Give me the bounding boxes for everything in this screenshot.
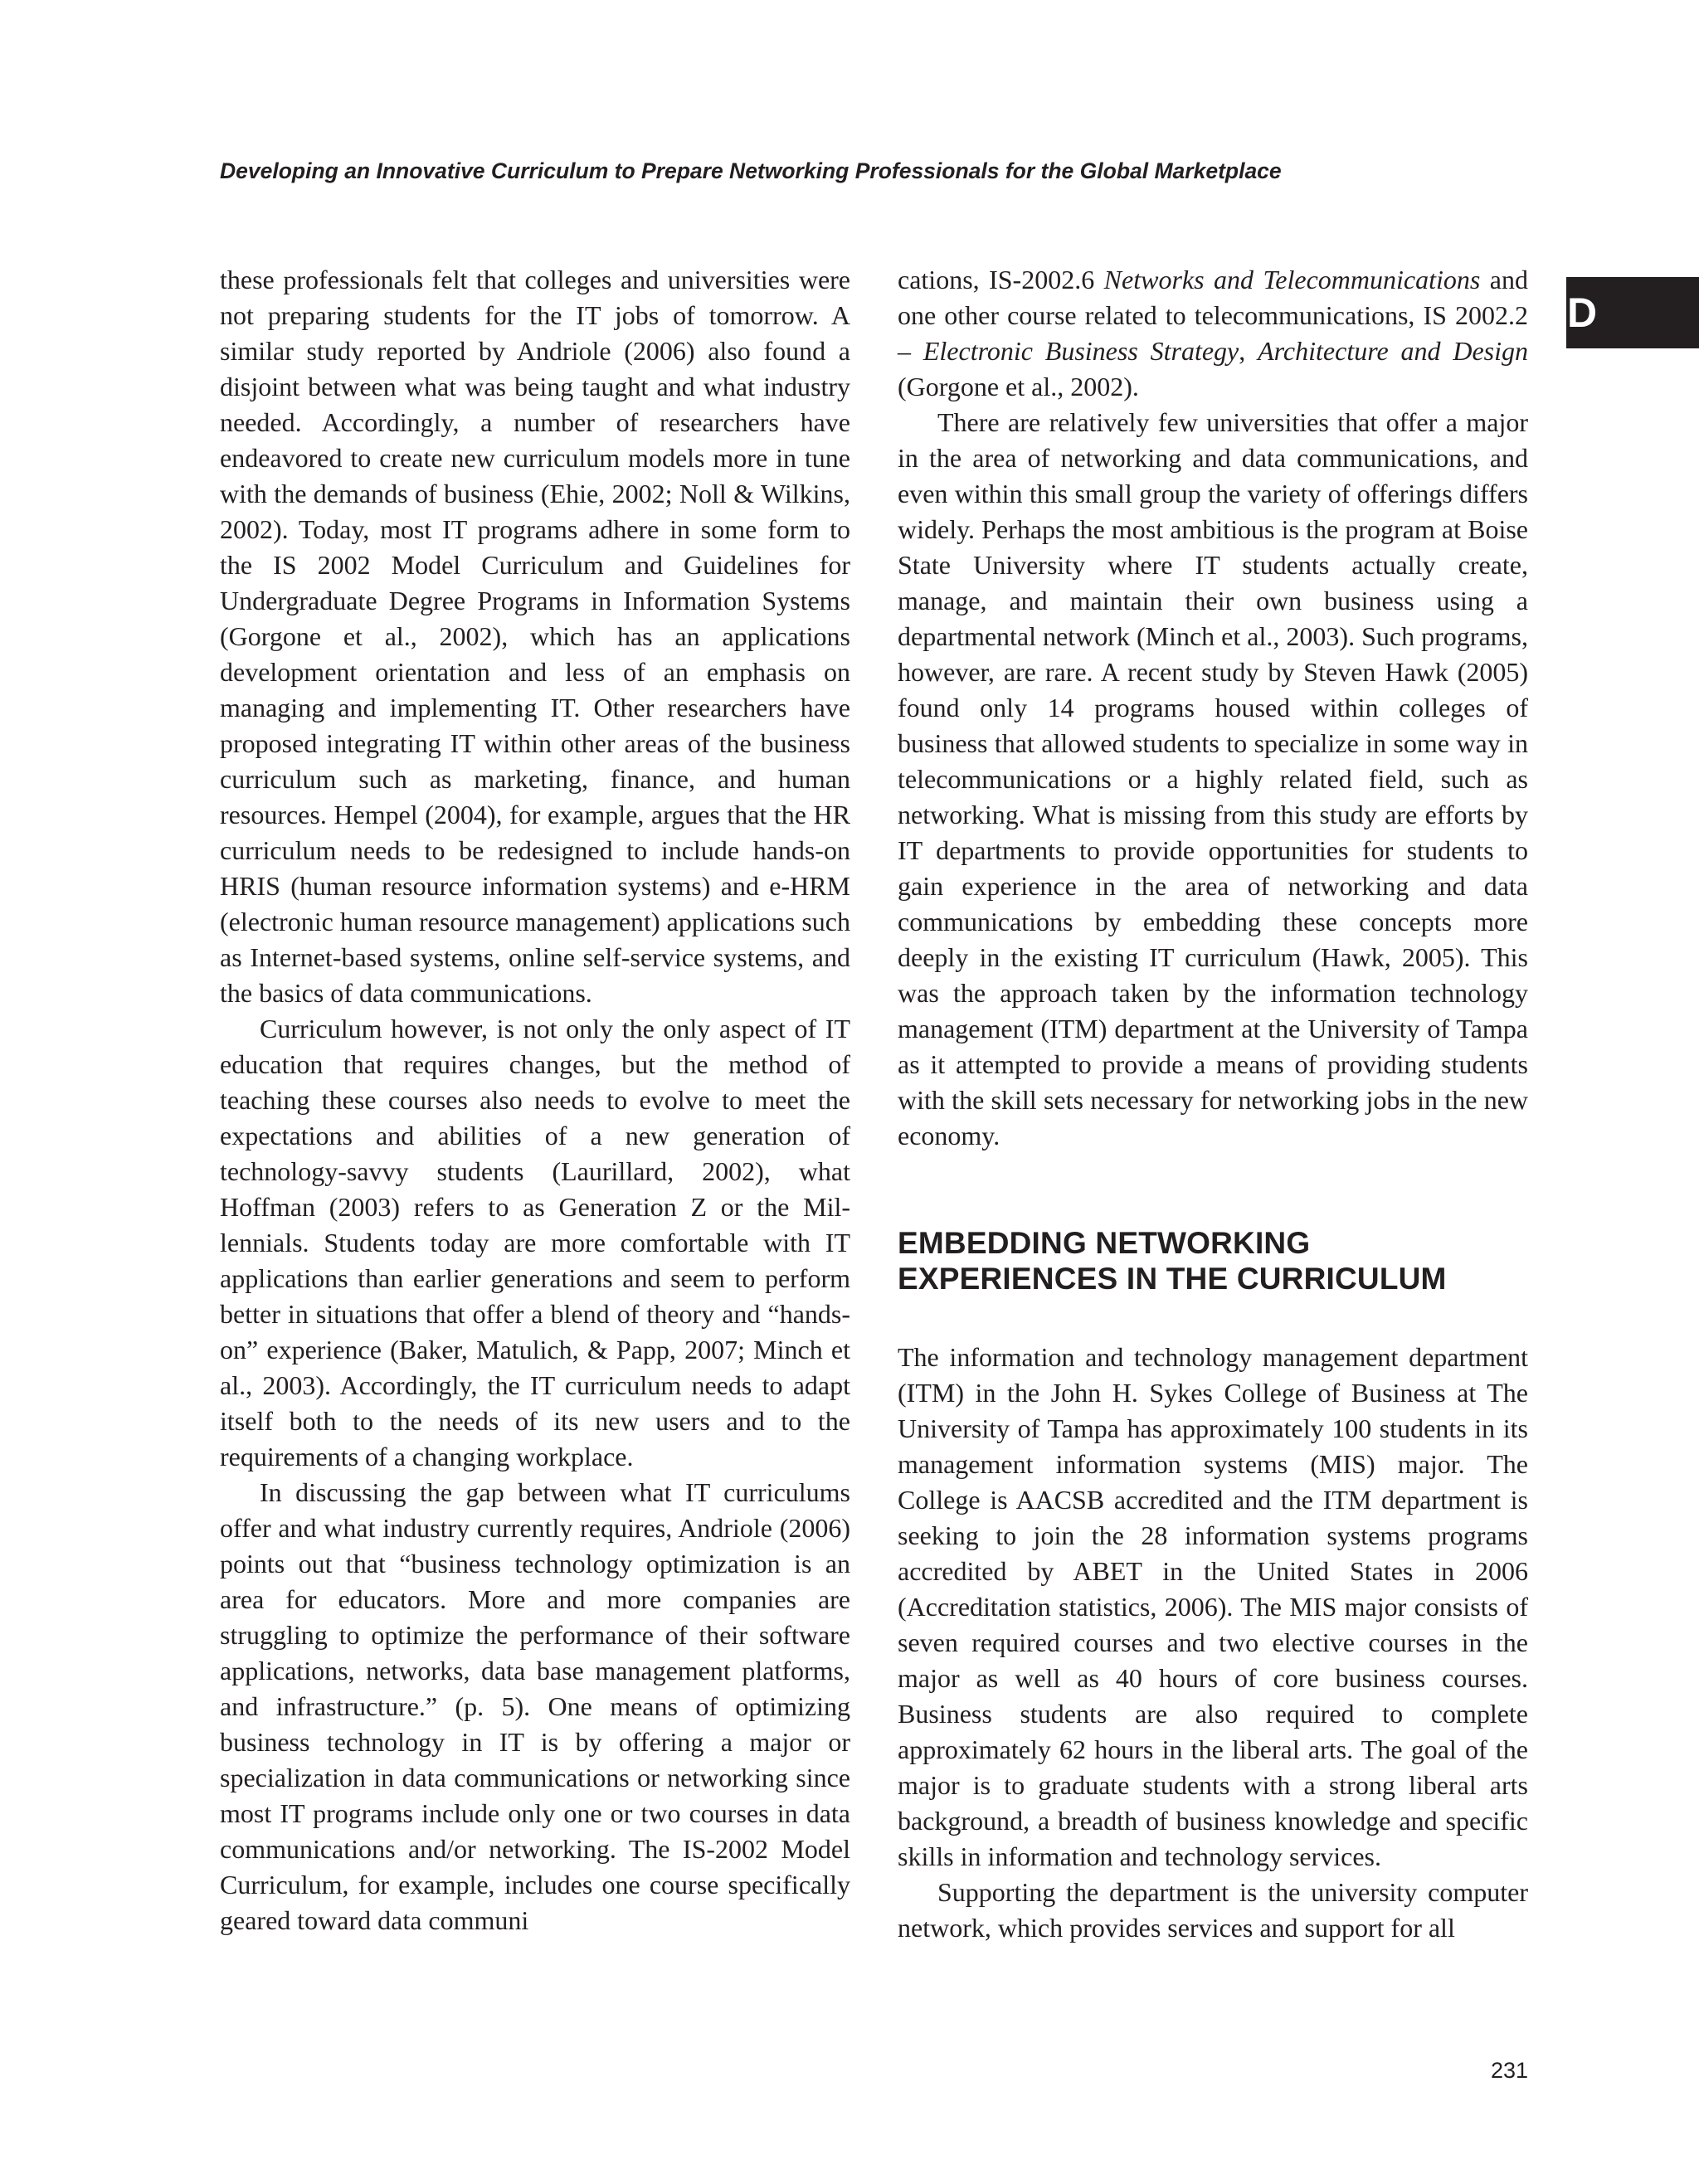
- text-run: cations, IS-2002.6: [898, 265, 1104, 294]
- right-column: [898, 262, 1528, 1946]
- running-head: Developing an Innovative Curriculum to Prepare Networking Professionals for the Global Marketplace: [220, 158, 1282, 183]
- left-column: [220, 262, 850, 1938]
- text-run: (Gorgone et al., 2002).: [898, 372, 1139, 401]
- section-heading: [898, 1225, 1528, 1296]
- text-run: and one other course related to telecommunications, IS 2002.2 –: [898, 265, 1529, 366]
- spacer: [898, 1154, 1528, 1225]
- section-heading-line: EMBEDDING NETWORKING: [898, 1226, 1311, 1260]
- paragraph: Supporting the department is the university computer network, which provides services and support for all: [898, 1877, 1528, 1943]
- spacer: [898, 1296, 1528, 1340]
- paragraph: these professionals felt that colleges and universities were not preparing students for the IT jobs of tomorrow. A similar study reported by Andriole (2006) also found a disjoint between what was being taught and what industry needed. Accordingly, a number of researchers have endeavored to create new curriculum models more in tune with the demands of business (Ehie, 2002; Noll & Wilkins, 2002). Today, most IT programs adhere in some form to the IS 2002 Model Curriculum and Guidelines for Undergraduate Degree Programs in Information Systems (Gorgone et al., 2002), which has an applications development orientation and less of an emphasis on managing and implementing IT. Other researchers have proposed integrating IT within other areas of the business curriculum such as marketing, finance, and human resources. Hempel (2004), for example, argues that the HR curriculum needs to be redesigned to include hands-on HRIS (human resource information systems) and e-HRM (electronic human resource management) applications such as Internet-based systems, online self-service systems, and the basics of data communications.: [220, 265, 850, 1008]
- section-heading-line: EXPERIENCES IN THE CURRICULUM: [898, 1262, 1447, 1296]
- course-title: Electronic Business Strategy: [923, 336, 1239, 366]
- paragraph: The information and technology management department (ITM) in the John H. Sykes College of Business at The University of Tampa has approximately 100 students in its management information systems (MIS) major. The College is AACSB accredited and the ITM department is seeking to join the 28 information systems programs accredited by ABET in the United States in 2006 (Accreditation statistics, 2006). The MIS major consists of seven required courses and two elective courses in the major as well as 40 hours of core business courses. Business students are also required to complete approximately 62 hours in the liberal arts. The goal of the major is to graduate students with a strong liberal arts background, a breadth of business knowledge and specific skills in information and technology services.: [898, 1342, 1528, 1871]
- paragraph: Curriculum however, is not only the only aspect of IT education that requires changes, but the method of teaching these courses also needs to evolve to meet the expectations and abilities of a new generation of technology-savvy students (Laurillard, 2002), what Hoffman (2003) refers to as Generation Z or the Millennials. Students today are more comfortable with IT applications than earlier generations and seem to perform better in situations that offer a blend of theory and “hands-on” experience (Baker, Matulich, & Papp, 2007; Minch et al., 2003). Accordingly, the IT curriculum needs to adapt itself both to the needs of its new users and to the requirements of a changing workplace.: [220, 1014, 850, 1471]
- paragraph: [898, 262, 1528, 405]
- paragraph: In discussing the gap between what IT curriculums offer and what industry currently requires, Andriole (2006) points out that “business technology optimization is an area for educators. More and more companies are struggling to optimize the performance of their software applications, networks, data base management platforms, and infrastructure.” (p. 5). One means of optimizing business technology in IT is by offering a major or specialization in data communications or networking since most IT programs include only one or two courses in data communications and/or networking. The IS-2002 Model Curriculum, for example, includes one course specifically geared toward data communi: [220, 1477, 850, 1935]
- course-title: Architecture and Design: [1258, 336, 1529, 366]
- paragraph: There are relatively few universities that offer a major in the area of networking and data communications, and even within this small group the variety of offerings differs widely. Perhaps the most ambitious is the program at Boise State University where IT students actually create, manage, and maintain their own business using a departmental network (Minch et al., 2003). Such programs, however, are rare. A recent study by Steven Hawk (2005) found only 14 programs housed within colleges of business that allowed students to specialize in some way in telecommunications or a highly related field, such as networking. What is missing from this study are efforts by IT departments to provide opportunities for students to gain experience in the area of networking and data communications by embedding these concepts more deeply in the existing IT curriculum (Hawk, 2005). This was the approach taken by the information technology management (ITM) department at the University of Tampa as it attempted to provide a means of providing students with the skill sets necessary for networking jobs in the new economy.: [898, 407, 1528, 1150]
- text-run: ,: [1239, 336, 1258, 366]
- course-title: Networks and Telecommunications: [1103, 265, 1481, 294]
- page-number: 231: [1490, 2058, 1528, 2083]
- section-thumb-tab: D: [1566, 277, 1699, 348]
